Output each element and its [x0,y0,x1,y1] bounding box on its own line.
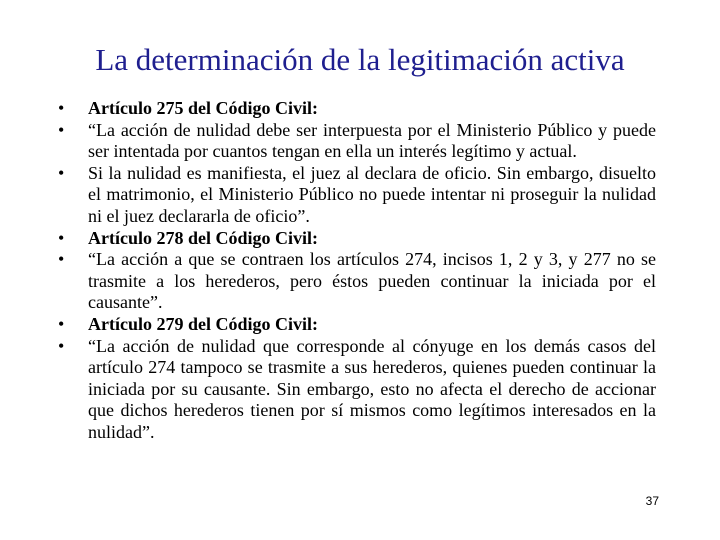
bullet-text: “La acción de nulidad debe ser interpuesta por el Ministerio Público y puede ser intentada por cuantos tengan en ella un interés legítimo y actual. [88,119,656,162]
bullet-item-279-quote [58,336,656,444]
bullet-list [58,98,656,444]
bullet-icon: • [58,335,65,356]
page-number: 37 [645,494,659,508]
bullet-icon: • [58,98,65,118]
bullet-item-278-quote [58,249,656,314]
bullet-item-article-275 [58,98,656,120]
bullet-icon: • [58,249,65,270]
bullet-item-article-279 [58,314,656,336]
slide-title: La determinación de la legitimación activa [95,42,625,77]
bullet-icon: • [58,227,65,248]
bullet-text: Si la nulidad es manifiesta, el juez al declara de oficio. Sin embargo, disuelto el matrimonio, el Ministerio Público no puede intentar ni proseguir la nulidad ni el juez declararla de oficio”. [88,162,656,226]
bullet-text: Artículo 275 del Código Civil: [88,98,318,118]
bullet-item-275-quote-1 [58,120,656,163]
bullet-text: Artículo 278 del Código Civil: [88,227,318,248]
bullet-item-article-278 [58,228,656,250]
bullet-text: Artículo 279 del Código Civil: [88,313,318,334]
bullet-text: “La acción a que se contraen los artículos 274, incisos 1, 2 y 3, y 277 no se trasmite a los herederos, pero éstos pueden continuar la iniciada por el causante”. [88,249,656,313]
bullet-icon: • [58,162,65,183]
bullet-icon: • [58,119,65,140]
bullet-text: “La acción de nulidad que corresponde al cónyuge en los demás casos del artículo 274 tampoco se trasmite a sus herederos, quienes pueden continuar la iniciada por su causante. Sin embargo, esto no afecta el derecho de accionar que dichos herederos tienen por sí mismos como legítimos interesados en la nulidad”. [88,335,656,442]
bullet-item-275-quote-2 [58,163,656,228]
bullet-icon: • [58,313,65,334]
